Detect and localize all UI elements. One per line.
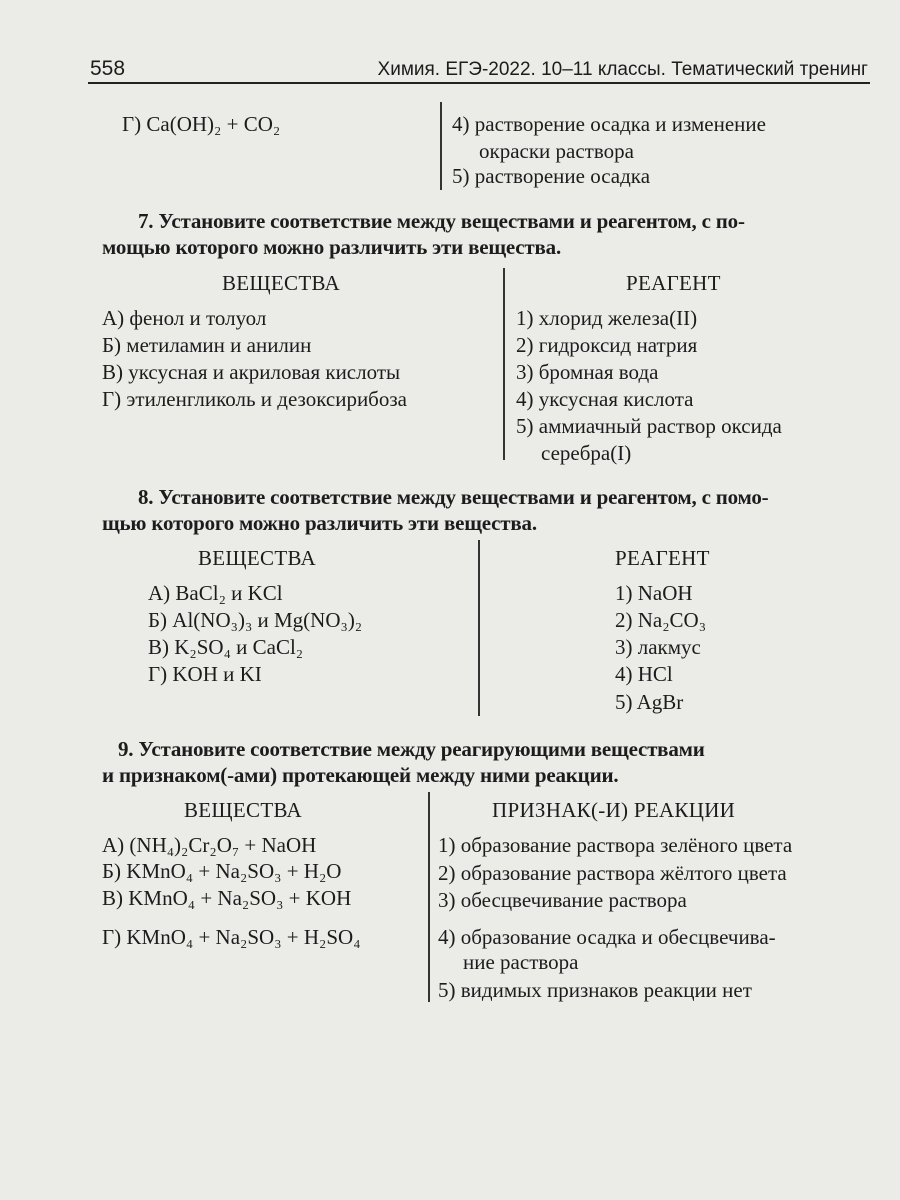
substance-item: Г) KOH и KI (148, 662, 262, 686)
page-number: 558 (90, 57, 126, 80)
substance-item: А) фенол и толуол (102, 306, 267, 330)
sign-item-cont: окраски раствора (479, 139, 634, 163)
task7-text-cont: мощью которого можно различить эти вещества. (102, 235, 562, 259)
task7-right-header: РЕАГЕНТ (626, 271, 721, 295)
substance-item: В) KMnO₄ + Na₂SO₃ + KOH (102, 886, 352, 910)
task8-text-cont: щью которого можно различить эти вещества. (102, 511, 537, 535)
column-divider (440, 102, 442, 190)
reagent-item: 1) хлорид железа(II) (516, 306, 698, 330)
reagent-item: 5) AgBr (615, 690, 684, 714)
substance-item: В) K₂SO₄ и CaCl₂ (148, 635, 304, 659)
sign-item: 2) образование раствора жёлтого цвета (438, 861, 787, 885)
sign-item: 5) видимых признаков реакции нет (438, 978, 752, 1002)
substance-item: Б) метиламин и анилин (102, 333, 312, 357)
task8-left-header: ВЕЩЕСТВА (198, 546, 316, 570)
sign-item: 4) образование осадка и обесцвечива- (438, 925, 776, 949)
sign-item-cont: ние раствора (463, 950, 579, 974)
task7-left-header: ВЕЩЕСТВА (222, 271, 340, 295)
substance-item: Г) KMnO₄ + Na₂SO₃ + H₂SO₄ (102, 925, 361, 949)
task7-text: 7. Установите соответствие между веществами и реагентом, с по- (138, 209, 745, 233)
substance-item: Г) Ca(OH)₂ + CO₂ (122, 112, 281, 136)
task8-right-header: РЕАГЕНТ (615, 546, 710, 570)
task9-text: 9. Установите соответствие между реагирующими веществами (118, 737, 705, 761)
substance-item: Б) Al(NO₃)₃ и Mg(NO₃)₂ (148, 608, 363, 632)
substance-item: А) BaCl₂ и KCl (148, 581, 283, 605)
task9-text-cont: и признаком(-ами) протекающей между ними реакции. (102, 763, 619, 787)
reagent-item: 3) лакмус (615, 635, 701, 659)
task9-left-header: ВЕЩЕСТВА (184, 798, 302, 822)
substance-item: Г) этиленгликоль и дезоксирибоза (102, 387, 407, 411)
substance-item: А) (NH₄)₂Cr₂O₇ + NaOH (102, 833, 317, 857)
reagent-item: 2) гидроксид натрия (516, 333, 698, 357)
reagent-item: 1) NaOH (615, 581, 693, 605)
sign-item: 4) растворение осадка и изменение (452, 112, 766, 136)
sign-item: 1) образование раствора зелёного цвета (438, 833, 793, 857)
column-divider (428, 792, 430, 1002)
column-divider (478, 540, 480, 716)
header-rule (88, 82, 870, 84)
reagent-item: 5) аммиачный раствор оксида (516, 414, 782, 438)
reagent-item: 2) Na₂CO₃ (615, 608, 707, 632)
running-title: Химия. ЕГЭ-2022. 10–11 классы. Тематический тренинг (377, 59, 868, 80)
reagent-item: 3) бромная вода (516, 360, 659, 384)
sign-item: 5) растворение осадка (452, 164, 651, 188)
reagent-item: 4) HCl (615, 662, 673, 686)
reagent-item-cont: серебра(I) (541, 441, 632, 465)
task8-text: 8. Установите соответствие между веществами и реагентом, с помо- (138, 485, 769, 509)
reagent-item: 4) уксусная кислота (516, 387, 694, 411)
sign-item: 3) обесцвечивание раствора (438, 888, 687, 912)
column-divider (503, 268, 505, 460)
substance-item: Б) KMnO₄ + Na₂SO₃ + H₂O (102, 859, 342, 883)
substance-item: В) уксусная и акриловая кислоты (102, 360, 401, 384)
task9-right-header: ПРИЗНАК(-И) РЕАКЦИИ (492, 798, 736, 822)
